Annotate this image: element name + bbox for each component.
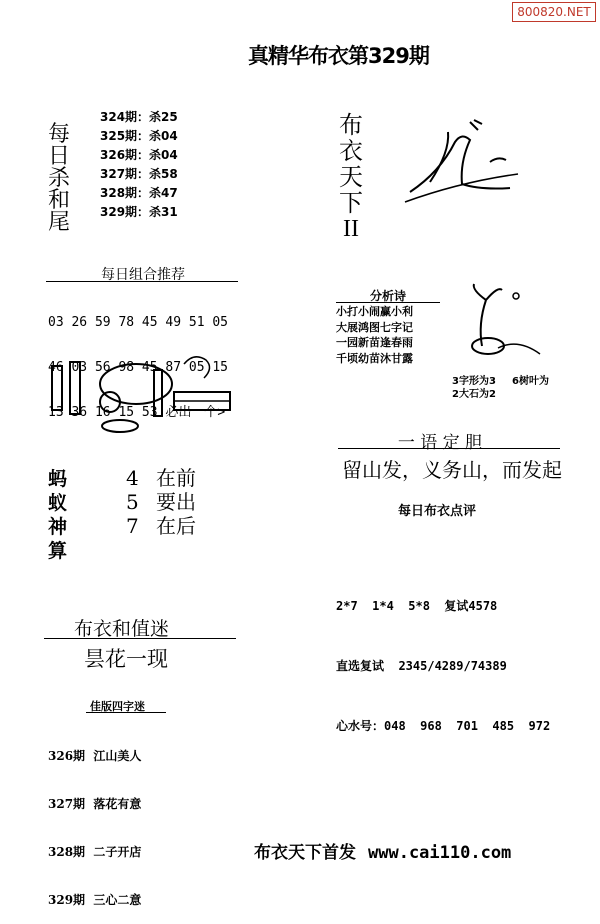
four-char-heading: 佳版四字迷 <box>90 700 145 713</box>
heading-char: 下 <box>339 189 363 217</box>
yiyu-rule <box>338 448 560 449</box>
poem-line: 千顷幼苗沐甘露 <box>336 351 413 365</box>
label-char: 尾 <box>47 210 70 235</box>
footer <box>254 838 511 863</box>
watermark: 800820.NET <box>512 2 596 22</box>
roman-numeral: II <box>343 216 359 242</box>
ant-number: 7 <box>126 514 139 538</box>
heading-char: 衣 <box>339 137 363 165</box>
ant-text: 在前 <box>156 466 196 490</box>
label-char: 每 <box>47 122 70 147</box>
list-item: 328期：杀47 <box>100 186 178 200</box>
yiyu-heading: 一 语 定 胆 <box>397 433 483 453</box>
list-item: 329期 三心二意 <box>48 893 142 907</box>
poem-lines <box>336 304 413 366</box>
poem-line: 一园新苗逢春雨 <box>336 336 413 349</box>
ant-number: 4 <box>126 466 139 490</box>
four-char-list <box>48 716 141 924</box>
yiyu-text: 留山发，义务山，而发起 <box>342 458 562 482</box>
heading-char: 天 <box>339 163 363 191</box>
footer-site: www.cai110.com <box>368 843 512 863</box>
poem-rule <box>336 302 440 303</box>
daily-kill-label <box>44 124 74 234</box>
plant-drawing <box>452 276 542 360</box>
ant-label <box>48 467 72 563</box>
mystery-heading: 布衣和值迷 <box>74 618 170 640</box>
label-char: 杀 <box>47 166 70 191</box>
label-char: 和 <box>47 188 70 213</box>
combo-row: 13 36 16 15 53 必出一个> <box>48 405 226 420</box>
four-char-rule <box>86 712 166 713</box>
list-item: 324期：杀25 <box>100 110 178 124</box>
ant-text: 在后 <box>156 514 196 538</box>
list-item: 325期：杀04 <box>100 129 178 143</box>
ant-label-char: 蚂 <box>48 468 68 490</box>
list-item: 326期：杀04 <box>100 148 178 162</box>
ant-number: 5 <box>126 490 139 514</box>
poem-line: 小打小闹赢小利 <box>336 305 413 318</box>
comment-heading: 每日布衣点评 <box>398 504 477 519</box>
comment-line: 2*7 1*4 5*8 复试4578 <box>336 599 498 613</box>
label-char: 日 <box>47 144 70 169</box>
poem-heading: 分析诗 <box>369 289 406 303</box>
combo-row: 46 03 56 98 45 87 05 15 <box>48 360 229 375</box>
poem-note: 2大石为2 <box>452 389 496 400</box>
poem-line: 大展鸿图七字记 <box>336 320 413 334</box>
list-item: 329期：杀31 <box>100 205 178 219</box>
page-title: 真精华布衣第329期 <box>248 44 429 68</box>
combo-heading: 每日组合推荐 <box>101 267 185 283</box>
mystery-rule <box>44 638 236 639</box>
comment-line: 心水号：048 968 701 485 972 <box>336 719 551 733</box>
ant-label-char: 算 <box>48 540 68 562</box>
comment-line: 直选复试 2345/4289/74389 <box>336 659 507 673</box>
list-item: 326期 江山美人 <box>48 749 142 763</box>
list-item: 327期 落花有意 <box>48 797 142 811</box>
comment-lines <box>336 556 550 756</box>
ant-text: 要出 <box>156 490 196 514</box>
footer-text: 布衣天下首发 <box>254 843 356 863</box>
ant-row <box>126 510 196 539</box>
combo-rule <box>46 281 238 282</box>
landscape-drawing <box>400 112 520 212</box>
ant-label-char: 蚁 <box>48 492 68 514</box>
mystery-answer: 昙花一现 <box>84 647 168 671</box>
list-item: 328期 二子开店 <box>48 845 142 859</box>
heading-char: 布 <box>339 111 363 139</box>
poem-note: 3字形为3 <box>452 376 496 387</box>
cartoon-illustration <box>44 344 244 436</box>
list-item: 327期：杀58 <box>100 167 178 181</box>
combo-row: 03 26 59 78 45 49 51 05 <box>48 315 229 330</box>
ant-label-char: 神 <box>48 516 68 538</box>
buyi-heading <box>336 112 366 242</box>
poem-note: 6树叶为 <box>512 376 549 387</box>
daily-kill-list <box>100 108 178 222</box>
